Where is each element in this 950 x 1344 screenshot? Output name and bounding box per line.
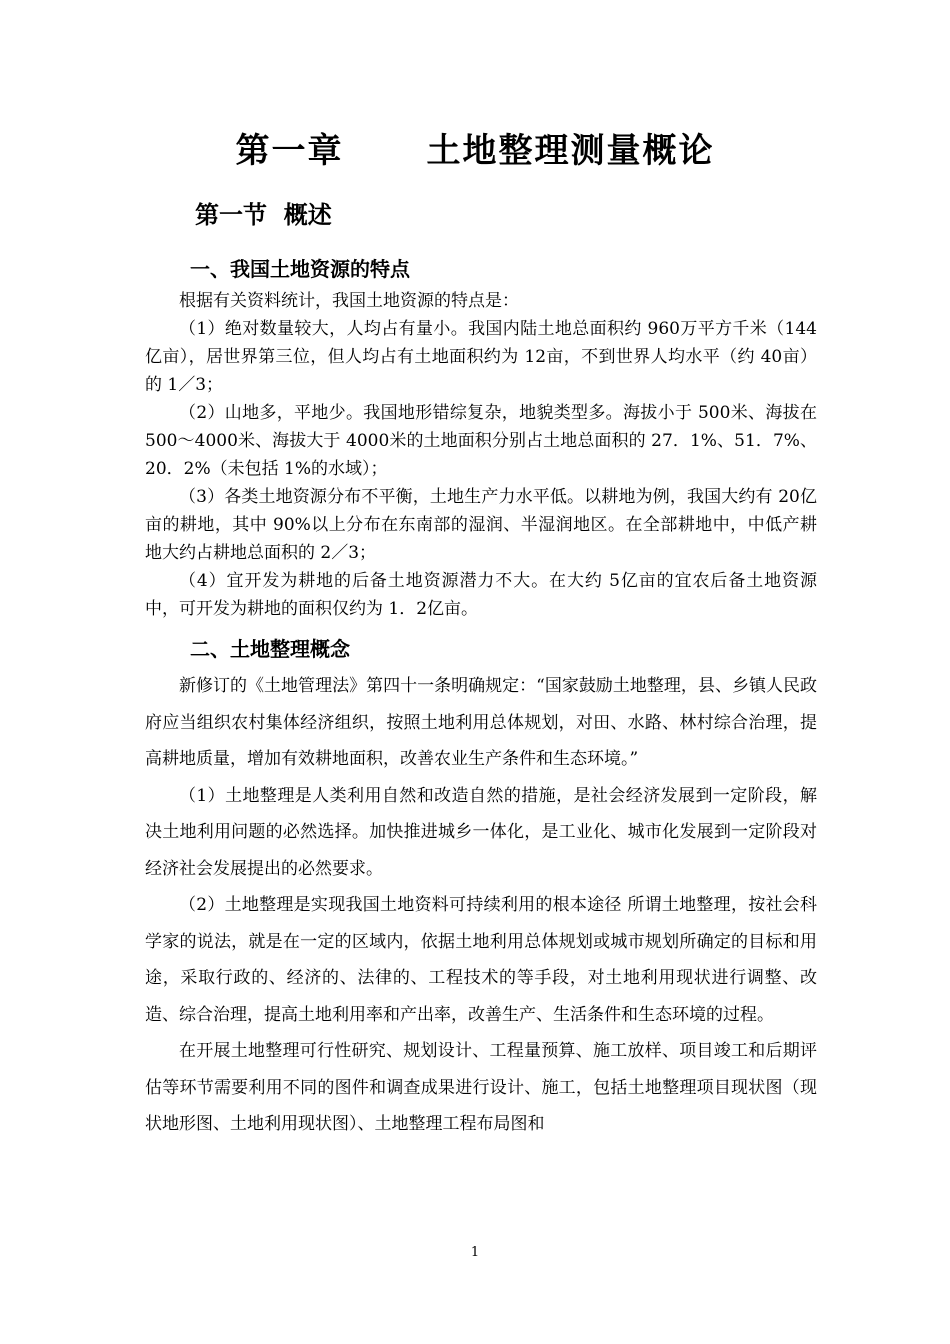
paragraph-point-3: （3）各类土地资源分布不平衡，土地生产力水平低。以耕地为例，我国大约有 20亿亩的耕地，其中 90%以上分布在东南部的湿润、半湿润地区。在全部耕地中，中低产耕地大约占耕地总面积的 2／3； (145, 487, 817, 563)
paragraph-point-1: （1）绝对数量较大，人均占有量小。我国内陆土地总面积约 960万平方千米（144亿亩），居世界第三位，但人均占有土地面积约为 12亩，不到世界人均水平（约 40亩）的 1／3； (145, 319, 817, 395)
chapter-title: 第一章 土地整理测量概论 (235, 131, 715, 171)
paragraph-intro: 根据有关资料统计，我国土地资源的特点是： (179, 291, 519, 311)
subsection-heading-land-resources: 一、我国土地资源的特点 (190, 257, 410, 281)
land-consolidation-body (145, 668, 817, 1143)
paragraph-concept-1: （1）土地整理是人类利用自然和改造自然的措施，是社会经济发展到一定阶段，解决土地利用问题的必然选择。加快推进城乡一体化，是工业化、城市化发展到一定阶段对经济社会发展提出的必然要求。 (145, 785, 817, 879)
page-number: 1 (470, 1245, 480, 1260)
paragraph-concept-2: （2）土地整理是实现我国土地资料可持续利用的根本途径 所谓土地整理，按社会科学家的说法，就是在一定的区域内，依据土地利用总体规划或城市规划所确定的目标和用途，采取行政的、经济的、法律的、工程技术的等手段，对土地利用现状进行调整、改造、综合治理，提高土地利用率和产出率，改善生产、生活条件和生态环境的过程。 (145, 895, 817, 1025)
subsection-heading-land-consolidation: 二、土地整理概念 (190, 637, 350, 661)
section-title: 第一节 概述 (195, 201, 332, 229)
paragraph-applications: 在开展土地整理可行性研究、规划设计、工程量预算、施工放样、项目竣工和后期评估等环节需要利用不同的图件和调查成果进行设计、施工，包括土地整理项目现状图（现状地形图、土地利用现状图）、土地整理工程布局图和 (145, 1041, 817, 1134)
land-resources-body (145, 287, 817, 623)
paragraph-point-2: （2）山地多，平地少。我国地形错综复杂，地貌类型多。海拔小于 500米、海拔在 500～4000米、海拔大于 4000米的土地面积分别占土地总面积的 27．1%、51．7%、20．2%（未包括 1%的水域）； (145, 403, 817, 479)
paragraph-law-quote: 新修订的《土地管理法》第四十一条明确规定：“国家鼓励土地整理，县、乡镇人民政府应当组织农村集体经济组织，按照土地利用总体规划，对田、水路、林村综合治理，提高耕地质量，增加有效耕地面积，改善农业生产条件和生态环境。” (145, 676, 817, 769)
paragraph-point-4: （4）宜开发为耕地的后备土地资源潜力不大。在大约 5亿亩的宜农后备土地资源中，可开发为耕地的面积仅约为 1．2亿亩。 (145, 571, 817, 619)
